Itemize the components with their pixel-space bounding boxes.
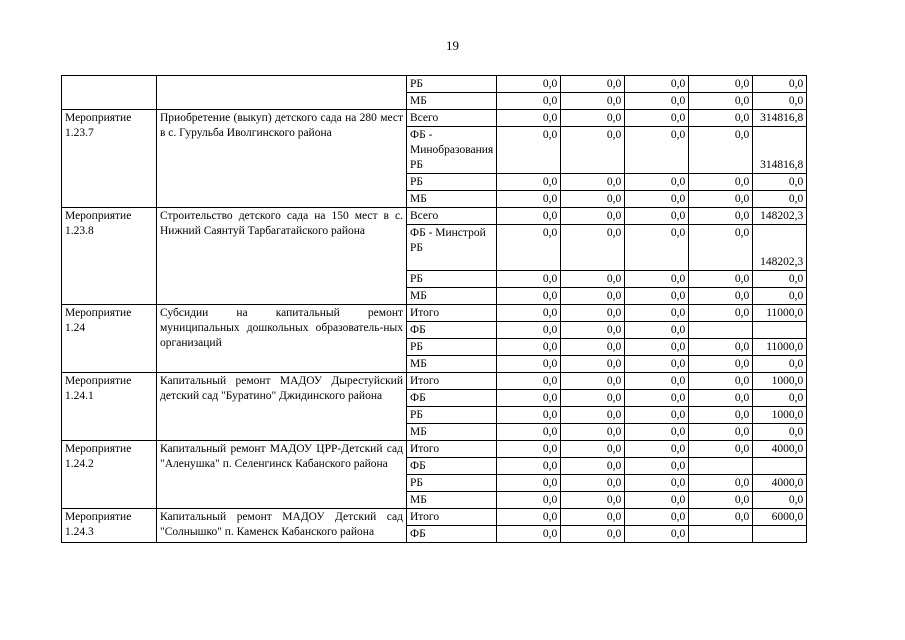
value-cell <box>689 458 753 475</box>
measure-cell: Мероприятие 1.24 <box>62 305 157 373</box>
funding-source-cell: Всего <box>407 110 497 127</box>
value-cell: 0,0 <box>561 373 625 390</box>
measure-name-cell: Строительство детского сада на 150 мест в с. Нижний Саянтуй Тарбагатайского района <box>157 208 407 305</box>
funding-source-cell: МБ <box>407 492 497 509</box>
value-cell: 0,0 <box>497 492 561 509</box>
value-cell: 4000,0 <box>753 441 807 458</box>
funding-source-cell: РБ <box>407 339 497 356</box>
value-cell: 0,0 <box>753 390 807 407</box>
value-cell: 6000,0 <box>753 509 807 526</box>
value-cell: 0,0 <box>561 93 625 110</box>
budget-table-body <box>62 76 807 543</box>
measure-name-cell: Субсидии на капитальный ремонт муниципальных дошкольных образователь-ных организаций <box>157 305 407 373</box>
value-cell: 0,0 <box>689 390 753 407</box>
value-cell: 0,0 <box>561 271 625 288</box>
value-cell: 1000,0 <box>753 407 807 424</box>
value-cell: 0,0 <box>561 390 625 407</box>
value-cell: 0,0 <box>561 526 625 543</box>
value-cell: 0,0 <box>497 174 561 191</box>
funding-source-cell: ФБ - Минобразования РБ <box>407 127 497 174</box>
funding-source-cell: МБ <box>407 288 497 305</box>
table-row <box>62 76 807 93</box>
measure-name-cell: Капитальный ремонт МАДОУ Детский сад "Солнышко" п. Каменск Кабанского района <box>157 509 407 543</box>
value-cell: 0,0 <box>625 110 689 127</box>
table-row <box>62 110 807 127</box>
value-cell: 0,0 <box>625 458 689 475</box>
value-cell: 0,0 <box>497 288 561 305</box>
value-cell: 0,0 <box>625 339 689 356</box>
value-cell: 0,0 <box>625 271 689 288</box>
value-cell: 0,0 <box>497 424 561 441</box>
value-cell: 0,0 <box>561 174 625 191</box>
value-cell: 0,0 <box>497 322 561 339</box>
measure-cell: Мероприятие 1.24.2 <box>62 441 157 509</box>
funding-source-cell: ФБ <box>407 322 497 339</box>
value-cell: 0,0 <box>561 441 625 458</box>
value-cell: 0,0 <box>625 288 689 305</box>
value-cell: 0,0 <box>497 509 561 526</box>
funding-source-cell: Итого <box>407 509 497 526</box>
value-cell: 0,0 <box>753 492 807 509</box>
value-cell: 0,0 <box>497 271 561 288</box>
table-row <box>62 305 807 322</box>
value-cell: 0,0 <box>625 373 689 390</box>
value-cell: 1000,0 <box>753 373 807 390</box>
value-cell: 0,0 <box>689 127 753 174</box>
value-cell: 0,0 <box>497 110 561 127</box>
funding-source-cell: РБ <box>407 76 497 93</box>
value-cell: 314816,8 <box>753 127 807 174</box>
measure-cell: Мероприятие 1.24.3 <box>62 509 157 543</box>
measure-cell: Мероприятие 1.24.1 <box>62 373 157 441</box>
funding-source-cell: ФБ - Минстрой РБ <box>407 225 497 271</box>
funding-source-cell: ФБ <box>407 458 497 475</box>
value-cell: 0,0 <box>497 225 561 271</box>
funding-source-cell: ФБ <box>407 390 497 407</box>
value-cell: 0,0 <box>753 93 807 110</box>
value-cell: 0,0 <box>625 424 689 441</box>
value-cell: 314816,8 <box>753 110 807 127</box>
value-cell: 0,0 <box>561 509 625 526</box>
value-cell <box>753 322 807 339</box>
value-cell: 0,0 <box>625 191 689 208</box>
value-cell: 0,0 <box>625 225 689 271</box>
value-cell: 0,0 <box>625 441 689 458</box>
value-cell <box>753 458 807 475</box>
value-cell: 0,0 <box>689 191 753 208</box>
measure-name-cell <box>157 76 407 110</box>
value-cell: 0,0 <box>689 305 753 322</box>
value-cell: 0,0 <box>561 191 625 208</box>
value-cell: 0,0 <box>561 225 625 271</box>
value-cell: 0,0 <box>561 110 625 127</box>
value-cell: 0,0 <box>625 509 689 526</box>
funding-source-cell: МБ <box>407 424 497 441</box>
value-cell: 0,0 <box>689 208 753 225</box>
value-cell: 0,0 <box>753 174 807 191</box>
value-cell: 0,0 <box>689 339 753 356</box>
funding-source-cell: РБ <box>407 407 497 424</box>
value-cell: 0,0 <box>689 475 753 492</box>
value-cell: 148202,3 <box>753 225 807 271</box>
value-cell: 0,0 <box>753 271 807 288</box>
funding-source-cell: РБ <box>407 475 497 492</box>
value-cell: 0,0 <box>497 407 561 424</box>
value-cell: 0,0 <box>625 475 689 492</box>
page-number: 19 <box>446 38 459 53</box>
value-cell: 0,0 <box>625 356 689 373</box>
funding-source-cell: ФБ <box>407 526 497 543</box>
value-cell: 0,0 <box>625 76 689 93</box>
value-cell: 0,0 <box>689 93 753 110</box>
value-cell: 0,0 <box>689 492 753 509</box>
funding-source-cell: Итого <box>407 305 497 322</box>
value-cell: 0,0 <box>497 208 561 225</box>
value-cell: 0,0 <box>625 526 689 543</box>
value-cell: 0,0 <box>689 110 753 127</box>
value-cell: 0,0 <box>497 76 561 93</box>
value-cell: 0,0 <box>753 191 807 208</box>
value-cell: 0,0 <box>497 458 561 475</box>
value-cell: 0,0 <box>625 322 689 339</box>
value-cell: 0,0 <box>497 441 561 458</box>
value-cell: 0,0 <box>497 356 561 373</box>
value-cell <box>689 322 753 339</box>
funding-source-cell: МБ <box>407 93 497 110</box>
value-cell: 0,0 <box>689 174 753 191</box>
value-cell: 0,0 <box>497 373 561 390</box>
value-cell: 0,0 <box>561 127 625 174</box>
funding-source-cell: РБ <box>407 174 497 191</box>
value-cell: 4000,0 <box>753 475 807 492</box>
value-cell: 0,0 <box>561 288 625 305</box>
value-cell: 11000,0 <box>753 305 807 322</box>
value-cell: 0,0 <box>497 93 561 110</box>
value-cell: 0,0 <box>689 356 753 373</box>
value-cell: 0,0 <box>497 127 561 174</box>
value-cell: 0,0 <box>561 305 625 322</box>
value-cell: 0,0 <box>625 305 689 322</box>
funding-source-cell: Итого <box>407 373 497 390</box>
value-cell: 0,0 <box>561 339 625 356</box>
value-cell: 0,0 <box>689 407 753 424</box>
measure-cell <box>62 76 157 110</box>
value-cell: 0,0 <box>625 407 689 424</box>
value-cell: 0,0 <box>561 492 625 509</box>
value-cell: 0,0 <box>625 174 689 191</box>
value-cell: 0,0 <box>625 208 689 225</box>
value-cell: 0,0 <box>689 288 753 305</box>
value-cell: 0,0 <box>561 322 625 339</box>
value-cell: 0,0 <box>689 424 753 441</box>
funding-source-cell: Всего <box>407 208 497 225</box>
value-cell: 0,0 <box>561 356 625 373</box>
funding-source-cell: Итого <box>407 441 497 458</box>
value-cell: 0,0 <box>561 458 625 475</box>
value-cell: 0,0 <box>689 509 753 526</box>
funding-source-cell: МБ <box>407 356 497 373</box>
value-cell: 0,0 <box>689 373 753 390</box>
funding-source-cell: МБ <box>407 191 497 208</box>
measure-name-cell: Капитальный ремонт МАДОУ ЦРР-Детский сад "Аленушка" п. Селенгинск Кабанского района <box>157 441 407 509</box>
value-cell: 11000,0 <box>753 339 807 356</box>
value-cell: 0,0 <box>497 390 561 407</box>
table-row <box>62 441 807 458</box>
table-row <box>62 509 807 526</box>
value-cell: 0,0 <box>753 424 807 441</box>
measure-cell: Мероприятие 1.23.7 <box>62 110 157 208</box>
value-cell: 0,0 <box>689 76 753 93</box>
measure-cell: Мероприятие 1.23.8 <box>62 208 157 305</box>
measure-name-cell: Приобретение (выкуп) детского сада на 280 мест в с. Гурульба Иволгинского района <box>157 110 407 208</box>
value-cell: 0,0 <box>561 76 625 93</box>
value-cell: 0,0 <box>497 475 561 492</box>
value-cell: 0,0 <box>689 225 753 271</box>
value-cell: 0,0 <box>753 356 807 373</box>
value-cell: 0,0 <box>561 424 625 441</box>
value-cell: 0,0 <box>561 208 625 225</box>
value-cell: 0,0 <box>625 390 689 407</box>
value-cell: 0,0 <box>625 492 689 509</box>
value-cell <box>689 526 753 543</box>
value-cell: 0,0 <box>753 76 807 93</box>
value-cell: 0,0 <box>625 93 689 110</box>
value-cell: 0,0 <box>497 305 561 322</box>
budget-table <box>61 75 807 543</box>
value-cell: 0,0 <box>497 526 561 543</box>
value-cell: 0,0 <box>497 191 561 208</box>
value-cell: 0,0 <box>497 339 561 356</box>
value-cell: 0,0 <box>689 441 753 458</box>
value-cell: 148202,3 <box>753 208 807 225</box>
funding-source-cell: РБ <box>407 271 497 288</box>
value-cell: 0,0 <box>753 288 807 305</box>
table-row <box>62 208 807 225</box>
measure-name-cell: Капитальный ремонт МАДОУ Дырестуйский детский сад "Буратино" Джидинского района <box>157 373 407 441</box>
value-cell: 0,0 <box>561 475 625 492</box>
value-cell: 0,0 <box>561 407 625 424</box>
value-cell <box>753 526 807 543</box>
table-row <box>62 373 807 390</box>
value-cell: 0,0 <box>625 127 689 174</box>
value-cell: 0,0 <box>689 271 753 288</box>
